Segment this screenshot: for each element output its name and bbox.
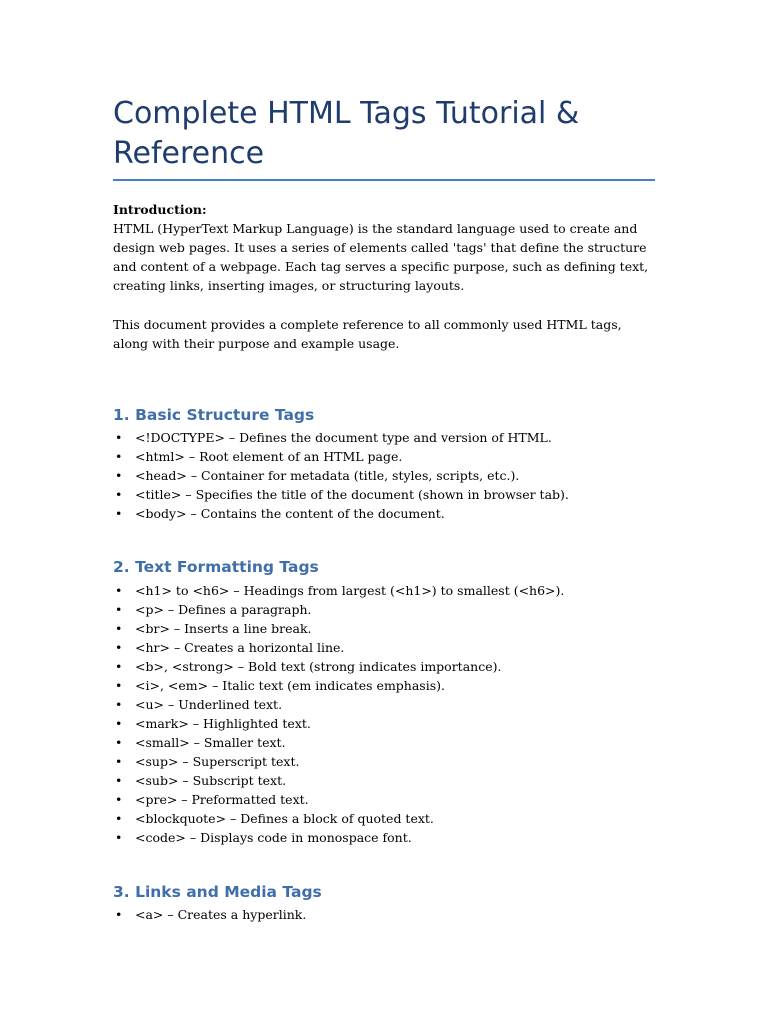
list-item xyxy=(113,619,655,638)
list-item-text: <br> – Inserts a line break. xyxy=(135,621,312,636)
list-item xyxy=(113,428,655,447)
list-item-text: <head> – Container for metadata (title, styles, scripts, etc.). xyxy=(135,468,520,483)
list-item-text: <sub> – Subscript text. xyxy=(135,773,287,788)
list-item-text: <b>, <strong> – Bold text (strong indicates importance). xyxy=(135,659,502,674)
bullet-icon: • xyxy=(115,830,123,845)
list-item-text: <small> – Smaller text. xyxy=(135,735,286,750)
list-item-text: <i>, <em> – Italic text (em indicates emphasis). xyxy=(135,678,445,693)
list-item-text: <html> – Root element of an HTML page. xyxy=(135,449,403,464)
list-item xyxy=(113,790,655,809)
list-item-text: <hr> – Creates a horizontal line. xyxy=(135,640,345,655)
list-item-text: <a> – Creates a hyperlink. xyxy=(135,907,307,922)
list-item-text: <p> – Defines a paragraph. xyxy=(135,602,312,617)
list-item xyxy=(113,447,655,466)
list-item xyxy=(113,485,655,504)
bullet-icon: • xyxy=(115,621,123,636)
list-item xyxy=(113,504,655,523)
document-title: Complete HTML Tags Tutorial & Reference xyxy=(113,96,580,171)
basic-structure-list xyxy=(113,428,655,523)
list-item xyxy=(113,638,655,657)
intro-label: Introduction: xyxy=(113,202,207,217)
bullet-icon: • xyxy=(115,659,123,674)
bullet-icon: • xyxy=(115,754,123,769)
bullet-icon: • xyxy=(115,678,123,693)
list-item xyxy=(113,752,655,771)
list-item-text: <mark> – Highlighted text. xyxy=(135,716,311,731)
bullet-icon: • xyxy=(115,792,123,807)
list-item-text: <body> – Contains the content of the document. xyxy=(135,506,445,521)
bullet-icon: • xyxy=(115,468,123,483)
list-item xyxy=(113,733,655,752)
list-item-text: <title> – Specifies the title of the document (shown in browser tab). xyxy=(135,487,569,502)
list-item xyxy=(113,581,655,600)
list-item xyxy=(113,676,655,695)
list-item xyxy=(113,714,655,733)
list-item-text: <u> – Underlined text. xyxy=(135,697,283,712)
list-item-text: <code> – Displays code in monospace font. xyxy=(135,830,412,845)
bullet-icon: • xyxy=(115,487,123,502)
bullet-icon: • xyxy=(115,430,123,445)
bullet-icon: • xyxy=(115,811,123,826)
list-item xyxy=(113,905,655,924)
section-heading-links-media: 3. Links and Media Tags xyxy=(113,883,322,901)
list-item xyxy=(113,466,655,485)
list-item xyxy=(113,600,655,619)
list-item xyxy=(113,657,655,676)
title-divider xyxy=(113,179,655,181)
intro-paragraph: HTML (HyperText Markup Language) is the standard language used to create and design web pages. It uses a series of elements called 'tags' that define the structure and content of a webpage. Each tag serves a specific purpose, such as defining text, creating links, inserting images, or structuring layouts. xyxy=(113,221,649,293)
section-heading-text-formatting: 2. Text Formatting Tags xyxy=(113,558,319,576)
intro-paragraph-reference: This document provides a complete reference to all commonly used HTML tags, along with their purpose and example usage. xyxy=(113,317,622,351)
bullet-icon: • xyxy=(115,773,123,788)
list-item xyxy=(113,771,655,790)
bullet-icon: • xyxy=(115,602,123,617)
bullet-icon: • xyxy=(115,735,123,750)
list-item-text: <h1> to <h6> – Headings from largest (<h1>) to smallest (<h6>). xyxy=(135,583,565,598)
list-item xyxy=(113,695,655,714)
list-item xyxy=(113,809,655,828)
bullet-icon: • xyxy=(115,449,123,464)
bullet-icon: • xyxy=(115,716,123,731)
bullet-icon: • xyxy=(115,506,123,521)
bullet-icon: • xyxy=(115,697,123,712)
list-item-text: <!DOCTYPE> – Defines the document type and version of HTML. xyxy=(135,430,552,445)
list-item xyxy=(113,828,655,847)
bullet-icon: • xyxy=(115,640,123,655)
list-item-text: <pre> – Preformatted text. xyxy=(135,792,309,807)
bullet-icon: • xyxy=(115,583,123,598)
text-formatting-list xyxy=(113,581,655,847)
links-media-list xyxy=(113,905,655,924)
section-heading-basic-structure: 1. Basic Structure Tags xyxy=(113,406,315,424)
bullet-icon: • xyxy=(115,907,123,922)
list-item-text: <sup> – Superscript text. xyxy=(135,754,300,769)
list-item-text: <blockquote> – Defines a block of quoted text. xyxy=(135,811,434,826)
